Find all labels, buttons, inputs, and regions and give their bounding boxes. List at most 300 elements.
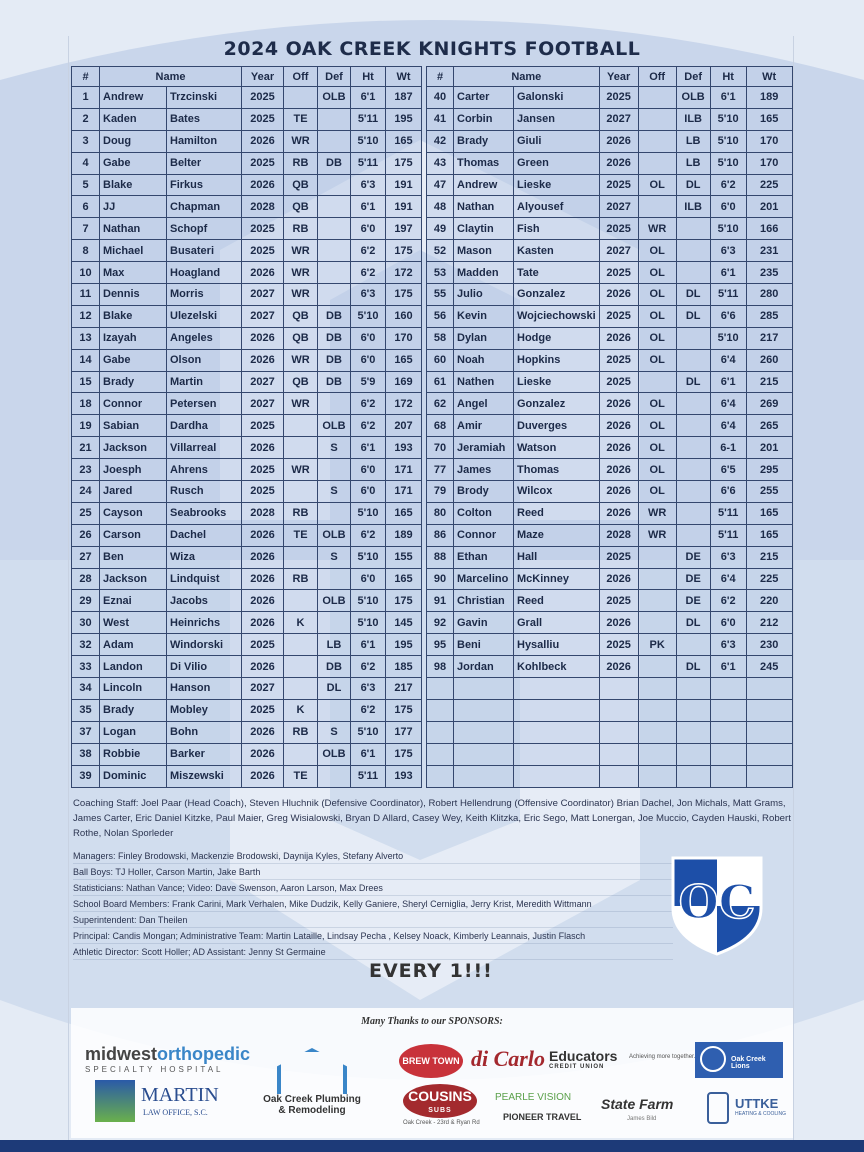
first-name: Kevin bbox=[454, 305, 514, 327]
defense-position bbox=[676, 678, 710, 700]
height: 6'5 bbox=[710, 459, 746, 481]
first-name: Dominic bbox=[100, 765, 167, 787]
year: 2026 bbox=[599, 393, 638, 415]
roster-row bbox=[427, 678, 793, 700]
first-name bbox=[454, 699, 514, 721]
weight: 170 bbox=[746, 130, 792, 152]
offense-position: OL bbox=[638, 327, 676, 349]
weight: 145 bbox=[386, 612, 422, 634]
defense-position: OLB bbox=[318, 590, 351, 612]
defense-position: DE bbox=[676, 568, 710, 590]
last-name: Giuli bbox=[514, 130, 600, 152]
year: 2027 bbox=[242, 305, 284, 327]
first-name: Lincoln bbox=[100, 678, 167, 700]
player-number bbox=[427, 765, 454, 787]
last-name: Jansen bbox=[514, 108, 600, 130]
first-name: Nathan bbox=[454, 196, 514, 218]
weight: 197 bbox=[386, 218, 422, 240]
first-name: Andrew bbox=[454, 174, 514, 196]
height: 5'11 bbox=[351, 152, 386, 174]
roster-row bbox=[427, 371, 793, 393]
player-number: 91 bbox=[427, 590, 454, 612]
roster-row bbox=[72, 546, 422, 568]
player-number: 12 bbox=[72, 305, 100, 327]
height: 5'10 bbox=[351, 130, 386, 152]
player-number: 90 bbox=[427, 568, 454, 590]
year: 2025 bbox=[599, 590, 638, 612]
weight: 175 bbox=[386, 590, 422, 612]
last-name: Wiza bbox=[167, 546, 242, 568]
last-name: Dachel bbox=[167, 524, 242, 546]
player-number: 11 bbox=[72, 284, 100, 306]
roster-row bbox=[427, 218, 793, 240]
sponsor-cousins-subs[interactable] bbox=[403, 1084, 477, 1118]
roster-row bbox=[72, 634, 422, 656]
defense-position: DB bbox=[318, 305, 351, 327]
last-name: Hodge bbox=[514, 327, 600, 349]
support-staff-list bbox=[73, 848, 673, 960]
first-name: Blake bbox=[100, 305, 167, 327]
sponsor-midwest-orthopedic[interactable]: midwestorthopedic SPECIALTY HOSPITAL bbox=[85, 1044, 251, 1074]
first-name: Jackson bbox=[100, 437, 167, 459]
weight bbox=[746, 765, 792, 787]
first-name: Carter bbox=[454, 87, 514, 109]
year bbox=[599, 743, 638, 765]
height: 6'1 bbox=[351, 437, 386, 459]
year: 2027 bbox=[242, 678, 284, 700]
year: 2025 bbox=[242, 87, 284, 109]
height: 6-1 bbox=[710, 437, 746, 459]
roster-sheet bbox=[68, 36, 794, 1142]
player-number: 29 bbox=[72, 590, 100, 612]
svg-text:OC: OC bbox=[678, 875, 756, 929]
weight: 177 bbox=[386, 721, 422, 743]
height: 6'0 bbox=[710, 612, 746, 634]
first-name: Noah bbox=[454, 349, 514, 371]
column-header: Year bbox=[599, 67, 638, 87]
height: 6'2 bbox=[351, 240, 386, 262]
last-name: Reed bbox=[514, 590, 600, 612]
last-name: Thomas bbox=[514, 459, 600, 481]
defense-position bbox=[676, 415, 710, 437]
player-number: 10 bbox=[72, 262, 100, 284]
weight bbox=[746, 678, 792, 700]
last-name: Lindquist bbox=[167, 568, 242, 590]
weight: 201 bbox=[746, 196, 792, 218]
height: 6'1 bbox=[351, 634, 386, 656]
weight: 269 bbox=[746, 393, 792, 415]
player-number: 27 bbox=[72, 546, 100, 568]
first-name: Dylan bbox=[454, 327, 514, 349]
offense-position: WR bbox=[284, 349, 318, 371]
first-name: Ben bbox=[100, 546, 167, 568]
roster-row bbox=[427, 349, 793, 371]
weight: 165 bbox=[746, 524, 792, 546]
year: 2026 bbox=[599, 327, 638, 349]
first-name bbox=[454, 743, 514, 765]
defense-position: ILB bbox=[676, 108, 710, 130]
height: 6'4 bbox=[710, 393, 746, 415]
weight: 165 bbox=[746, 502, 792, 524]
sponsor-brew-town[interactable]: BREW TOWN bbox=[399, 1044, 463, 1078]
roster-row bbox=[72, 327, 422, 349]
player-number: 53 bbox=[427, 262, 454, 284]
player-number: 60 bbox=[427, 349, 454, 371]
height: 6'2 bbox=[351, 415, 386, 437]
year bbox=[599, 765, 638, 787]
first-name bbox=[454, 678, 514, 700]
sponsor-uttke[interactable]: UTTKE HEATING & COOLING bbox=[735, 1096, 787, 1117]
roster-row bbox=[72, 721, 422, 743]
offense-position: OL bbox=[638, 284, 676, 306]
weight: 217 bbox=[746, 327, 792, 349]
roster-row bbox=[72, 415, 422, 437]
height: 5'11 bbox=[710, 502, 746, 524]
weight: 207 bbox=[386, 415, 422, 437]
year: 2026 bbox=[599, 284, 638, 306]
roster-row bbox=[427, 459, 793, 481]
player-number: 39 bbox=[72, 765, 100, 787]
height: 5'10 bbox=[351, 502, 386, 524]
height: 6'2 bbox=[351, 393, 386, 415]
last-name bbox=[514, 678, 600, 700]
roster-row bbox=[427, 174, 793, 196]
first-name: Landon bbox=[100, 656, 167, 678]
last-name: Hanson bbox=[167, 678, 242, 700]
defense-position: LB bbox=[676, 130, 710, 152]
first-name: Julio bbox=[454, 284, 514, 306]
weight: 189 bbox=[746, 87, 792, 109]
last-name: McKinney bbox=[514, 568, 600, 590]
roster-row bbox=[427, 393, 793, 415]
roster-row bbox=[72, 568, 422, 590]
height: 6'2 bbox=[710, 174, 746, 196]
height: 6'3 bbox=[710, 240, 746, 262]
year: 2025 bbox=[242, 240, 284, 262]
offense-position: WR bbox=[284, 393, 318, 415]
last-name: Rusch bbox=[167, 481, 242, 503]
height: 5'10 bbox=[351, 612, 386, 634]
educators-tagline: Achieving more together. bbox=[629, 1054, 696, 1060]
column-header: Year bbox=[242, 67, 284, 87]
roster-row bbox=[427, 240, 793, 262]
last-name: Hysalliu bbox=[514, 634, 600, 656]
weight: 201 bbox=[746, 437, 792, 459]
roster-row bbox=[427, 152, 793, 174]
height: 6'6 bbox=[710, 305, 746, 327]
last-name: Alyousef bbox=[514, 196, 600, 218]
roster-row bbox=[72, 152, 422, 174]
last-name: Seabrooks bbox=[167, 502, 242, 524]
defense-position bbox=[676, 218, 710, 240]
sponsor-oak-creek-lions[interactable]: Oak Creek Lions bbox=[695, 1042, 783, 1078]
last-name: Gonzalez bbox=[514, 284, 600, 306]
coaching-staff: Coaching Staff: Joel Paar (Head Coach), Steven Hluchnik (Defensive Coordinator), Robert Hellendrung (Offensive Coordinator) Brian Dachel, Jon Michals, Matt Grams, James Carter, Eric Daniel Kitzke, Paul Maier, Greg Wisialowski, Bryan D Allard, Casey Wey, Keith Klitzka, Eric Sego, Matt Lonergan, Joe Muccio, Cayden Hauski, Robert Rothe, Nolan Sporleder bbox=[73, 798, 791, 839]
year: 2027 bbox=[242, 393, 284, 415]
last-name: Morris bbox=[167, 284, 242, 306]
bottom-band bbox=[0, 1140, 864, 1152]
offense-position: TE bbox=[284, 524, 318, 546]
roster-row bbox=[427, 590, 793, 612]
last-name: Miszewski bbox=[167, 765, 242, 787]
last-name: Dardha bbox=[167, 415, 242, 437]
weight: 172 bbox=[386, 393, 422, 415]
defense-position bbox=[318, 174, 351, 196]
defense-position bbox=[676, 481, 710, 503]
height: 5'10 bbox=[351, 590, 386, 612]
last-name: Lieske bbox=[514, 371, 600, 393]
last-name: Duverges bbox=[514, 415, 600, 437]
year: 2028 bbox=[242, 196, 284, 218]
player-number: 13 bbox=[72, 327, 100, 349]
player-number: 77 bbox=[427, 459, 454, 481]
first-name: Thomas bbox=[454, 152, 514, 174]
offense-position bbox=[638, 371, 676, 393]
defense-position: DL bbox=[318, 678, 351, 700]
roster-row bbox=[427, 546, 793, 568]
last-name: Grall bbox=[514, 612, 600, 634]
height: 5'11 bbox=[351, 108, 386, 130]
offense-position bbox=[284, 743, 318, 765]
offense-position: RB bbox=[284, 721, 318, 743]
roster-row bbox=[72, 699, 422, 721]
offense-position: WR bbox=[638, 502, 676, 524]
sponsor-educators-cu[interactable]: Educators CREDIT UNION bbox=[549, 1048, 618, 1070]
defense-position bbox=[676, 743, 710, 765]
height bbox=[710, 765, 746, 787]
weight: 165 bbox=[386, 130, 422, 152]
weight: 212 bbox=[746, 612, 792, 634]
height: 6'1 bbox=[710, 656, 746, 678]
school-board: School Board Members: Frank Carini, Mark Verhalen, Mike Dudzik, Kelly Ganiere, Sheryl Cerniglia, Jerry Krist, Meredith Wittmann bbox=[73, 896, 673, 912]
player-number: 19 bbox=[72, 415, 100, 437]
roster-row bbox=[427, 327, 793, 349]
last-name: Bohn bbox=[167, 721, 242, 743]
roster-row bbox=[72, 218, 422, 240]
height: 5'9 bbox=[351, 371, 386, 393]
roster-row bbox=[72, 284, 422, 306]
roster-row bbox=[427, 262, 793, 284]
year: 2026 bbox=[242, 546, 284, 568]
sponsor-di-carlo[interactable]: di Carlo bbox=[471, 1046, 545, 1071]
offense-position bbox=[284, 590, 318, 612]
offense-position: WR bbox=[284, 262, 318, 284]
last-name: Ahrens bbox=[167, 459, 242, 481]
weight: 155 bbox=[386, 546, 422, 568]
roster-row bbox=[72, 590, 422, 612]
last-name: Tate bbox=[514, 262, 600, 284]
first-name: Doug bbox=[100, 130, 167, 152]
weight: 195 bbox=[386, 108, 422, 130]
last-name bbox=[514, 765, 600, 787]
player-number bbox=[427, 678, 454, 700]
column-header: Wt bbox=[386, 67, 422, 87]
offense-position: RB bbox=[284, 152, 318, 174]
height: 5'10 bbox=[351, 546, 386, 568]
year: 2025 bbox=[599, 546, 638, 568]
first-name: Max bbox=[100, 262, 167, 284]
first-name: Blake bbox=[100, 174, 167, 196]
sponsor-pioneer-travel[interactable]: PIONEER TRAVEL bbox=[503, 1112, 582, 1122]
height: 6'0 bbox=[351, 349, 386, 371]
defense-position: LB bbox=[318, 634, 351, 656]
year: 2026 bbox=[599, 415, 638, 437]
roster-row bbox=[427, 634, 793, 656]
player-number bbox=[427, 743, 454, 765]
height: 5'10 bbox=[710, 218, 746, 240]
column-header: # bbox=[427, 67, 454, 87]
weight: 170 bbox=[386, 327, 422, 349]
height: 6'0 bbox=[351, 327, 386, 349]
last-name: Trzcinski bbox=[167, 87, 242, 109]
roster-row bbox=[427, 721, 793, 743]
last-name: Bates bbox=[167, 108, 242, 130]
column-header: Def bbox=[318, 67, 351, 87]
year: 2025 bbox=[242, 634, 284, 656]
last-name: Green bbox=[514, 152, 600, 174]
player-number: 70 bbox=[427, 437, 454, 459]
offense-position bbox=[284, 678, 318, 700]
first-name: Jordan bbox=[454, 656, 514, 678]
first-name: Angel bbox=[454, 393, 514, 415]
roster-row bbox=[427, 130, 793, 152]
last-name: Olson bbox=[167, 349, 242, 371]
defense-position bbox=[318, 218, 351, 240]
height: 5'10 bbox=[351, 305, 386, 327]
offense-position: K bbox=[284, 699, 318, 721]
last-name: Fish bbox=[514, 218, 600, 240]
sponsor-pearle-vision[interactable]: PEARLE VISION bbox=[495, 1092, 572, 1103]
offense-position bbox=[284, 546, 318, 568]
year: 2027 bbox=[599, 240, 638, 262]
weight: 171 bbox=[386, 459, 422, 481]
year: 2026 bbox=[242, 568, 284, 590]
year: 2026 bbox=[599, 459, 638, 481]
defense-position bbox=[676, 393, 710, 415]
year: 2026 bbox=[599, 568, 638, 590]
weight bbox=[746, 721, 792, 743]
player-number: 95 bbox=[427, 634, 454, 656]
year: 2025 bbox=[242, 152, 284, 174]
weight: 165 bbox=[386, 349, 422, 371]
roster-row bbox=[72, 262, 422, 284]
weight: 175 bbox=[386, 152, 422, 174]
offense-position: OL bbox=[638, 393, 676, 415]
sponsor-oak-creek-plumbing[interactable]: Oak Creek Plumbing & Remodeling bbox=[257, 1048, 367, 1116]
offense-position: QB bbox=[284, 174, 318, 196]
first-name: Jackson bbox=[100, 568, 167, 590]
player-number: 40 bbox=[427, 87, 454, 109]
roster-row bbox=[72, 459, 422, 481]
first-name: Izayah bbox=[100, 327, 167, 349]
offense-position: PK bbox=[638, 634, 676, 656]
year: 2026 bbox=[242, 721, 284, 743]
height: 6'1 bbox=[351, 196, 386, 218]
height bbox=[710, 721, 746, 743]
defense-position bbox=[318, 284, 351, 306]
offense-position: QB bbox=[284, 327, 318, 349]
defense-position bbox=[676, 349, 710, 371]
defense-position: OLB bbox=[676, 87, 710, 109]
sponsor-state-farm[interactable]: State Farm bbox=[601, 1096, 674, 1112]
roster-row bbox=[72, 371, 422, 393]
last-name bbox=[514, 699, 600, 721]
year: 2028 bbox=[242, 502, 284, 524]
height: 6'4 bbox=[710, 415, 746, 437]
last-name bbox=[514, 721, 600, 743]
player-number: 98 bbox=[427, 656, 454, 678]
offense-position: OL bbox=[638, 437, 676, 459]
offense-position: OL bbox=[638, 305, 676, 327]
cousins-subs-label: SUBS bbox=[428, 1107, 452, 1114]
weight: 175 bbox=[386, 240, 422, 262]
weight bbox=[746, 743, 792, 765]
defense-position: DL bbox=[676, 174, 710, 196]
player-number: 52 bbox=[427, 240, 454, 262]
player-number: 42 bbox=[427, 130, 454, 152]
year: 2026 bbox=[242, 524, 284, 546]
year: 2025 bbox=[242, 459, 284, 481]
first-name: Mason bbox=[454, 240, 514, 262]
offense-position: OL bbox=[638, 481, 676, 503]
defense-position: OLB bbox=[318, 415, 351, 437]
oak-creek-shield-logo bbox=[667, 850, 767, 956]
height: 5'10 bbox=[710, 108, 746, 130]
player-number: 68 bbox=[427, 415, 454, 437]
weight: 191 bbox=[386, 174, 422, 196]
year: 2026 bbox=[242, 656, 284, 678]
offense-position: WR bbox=[638, 218, 676, 240]
weight: 225 bbox=[746, 174, 792, 196]
roster-row bbox=[427, 87, 793, 109]
defense-position bbox=[318, 459, 351, 481]
column-header: Ht bbox=[351, 67, 386, 87]
player-number: 92 bbox=[427, 612, 454, 634]
year: 2025 bbox=[599, 87, 638, 109]
first-name: Nathan bbox=[100, 218, 167, 240]
year bbox=[599, 699, 638, 721]
first-name: Robbie bbox=[100, 743, 167, 765]
cousins-name: COUSINS bbox=[408, 1088, 472, 1104]
year: 2025 bbox=[599, 371, 638, 393]
player-number: 33 bbox=[72, 656, 100, 678]
player-number: 62 bbox=[427, 393, 454, 415]
first-name: West bbox=[100, 612, 167, 634]
player-number: 5 bbox=[72, 174, 100, 196]
height: 5'10 bbox=[710, 152, 746, 174]
year: 2025 bbox=[599, 174, 638, 196]
first-name bbox=[454, 721, 514, 743]
sponsor-martin-law[interactable]: MARTIN LAW OFFICE, S.C. bbox=[95, 1080, 235, 1124]
offense-position: QB bbox=[284, 196, 318, 218]
roster-row bbox=[72, 502, 422, 524]
height: 6'0 bbox=[351, 459, 386, 481]
player-number: 3 bbox=[72, 130, 100, 152]
year: 2025 bbox=[242, 415, 284, 437]
roster-row bbox=[427, 415, 793, 437]
player-number: 32 bbox=[72, 634, 100, 656]
weight: 195 bbox=[386, 634, 422, 656]
first-name: Madden bbox=[454, 262, 514, 284]
offense-position: WR bbox=[638, 524, 676, 546]
player-number: 41 bbox=[427, 108, 454, 130]
year: 2025 bbox=[599, 262, 638, 284]
offense-position: OL bbox=[638, 174, 676, 196]
height: 5'11 bbox=[710, 284, 746, 306]
year: 2025 bbox=[242, 481, 284, 503]
offense-position: TE bbox=[284, 108, 318, 130]
weight: 171 bbox=[386, 481, 422, 503]
